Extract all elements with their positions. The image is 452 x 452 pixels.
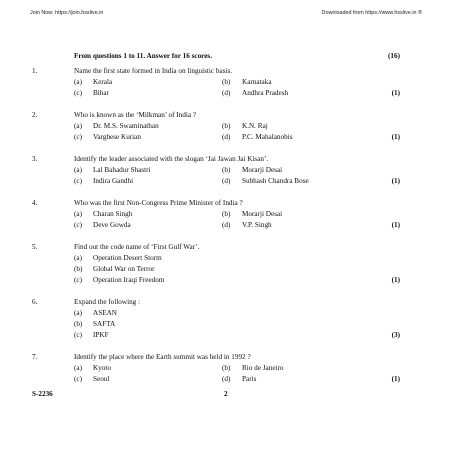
option-text: Indira Gandhi <box>93 177 134 185</box>
option-text: Global War on Terror <box>93 265 155 273</box>
option-label: (c) <box>74 221 82 229</box>
option-label: (c) <box>74 89 82 97</box>
option-text: Charan Singh <box>93 210 133 218</box>
option-label: (c) <box>74 331 82 339</box>
option-label: (d) <box>222 133 231 141</box>
option-label: (a) <box>74 78 82 86</box>
page-number: 2 <box>224 390 228 398</box>
option-label: (c) <box>74 375 82 383</box>
question-text: Name the first state formed in India on linguistic basis. <box>74 67 233 75</box>
question-marks: (1) <box>391 177 400 185</box>
option-label: (b) <box>222 166 231 174</box>
option-text: Operation Desert Storm <box>93 254 162 262</box>
section-heading: From questions 1 to 11. Answer for 16 scores. <box>74 52 213 60</box>
option-label: (a) <box>74 364 82 372</box>
option-label: (a) <box>74 254 82 262</box>
option-text: Kerala <box>93 78 113 86</box>
paper-code: S-2236 <box>32 390 53 398</box>
option-text: Operation Iraqi Freedom <box>93 276 165 284</box>
question-marks: (1) <box>391 375 400 383</box>
option-text: Kyoto <box>93 364 111 372</box>
option-text: SAFTA <box>93 320 116 328</box>
option-text: Dr. M.S. Swaminathan <box>93 122 159 130</box>
option-text: Lal Bahadur Shastri <box>93 166 151 174</box>
option-text: Deve Gowda <box>93 221 131 229</box>
option-label: (b) <box>222 210 231 218</box>
question-marks: (1) <box>391 221 400 229</box>
option-label: (a) <box>74 122 82 130</box>
option-label: (b) <box>74 265 83 273</box>
question-text: Who was the first Non-Congress Prime Minister of India ? <box>74 199 243 207</box>
option-label: (d) <box>222 177 231 185</box>
option-text: Morarji Desai <box>242 166 283 174</box>
option-label: (d) <box>222 89 231 97</box>
option-label: (b) <box>74 320 83 328</box>
question-number: 7. <box>32 353 38 361</box>
option-label: (a) <box>74 166 82 174</box>
option-text: K.N. Raj <box>242 122 268 130</box>
option-text: Andhra Pradesh <box>242 89 289 97</box>
option-text: Subhash Chandra Bose <box>242 177 309 185</box>
option-label: (b) <box>222 364 231 372</box>
option-label: (a) <box>74 210 82 218</box>
option-label: (d) <box>222 221 231 229</box>
section-marks: (16) <box>388 52 400 60</box>
question-marks: (1) <box>391 276 400 284</box>
question-number: 2. <box>32 111 38 119</box>
option-label: (c) <box>74 276 82 284</box>
option-label: (d) <box>222 375 231 383</box>
question-marks: (1) <box>391 133 400 141</box>
option-text: Morarji Desai <box>242 210 283 218</box>
option-text: V.P. Singh <box>242 221 272 229</box>
question-text: Expand the following : <box>74 298 141 306</box>
question-marks: (1) <box>391 89 400 97</box>
option-text: Varghese Kurian <box>93 133 141 141</box>
option-text: Seoul <box>93 375 110 383</box>
question-number: 6. <box>32 298 38 306</box>
question-text: Who is known as the ‘Milkman’ of India ? <box>74 111 197 119</box>
option-label: (b) <box>222 122 231 130</box>
option-text: Bihar <box>93 89 109 97</box>
question-number: 1. <box>32 67 38 75</box>
question-text: Find out the code name of ‘First Gulf War’. <box>74 243 200 251</box>
option-text: IPKF <box>93 331 109 339</box>
option-text: Rio de Janeiro <box>242 364 284 372</box>
option-text: P.C. Mahalanobis <box>242 133 293 141</box>
question-text: Identify the leader associated with the slogan ‘Jai Jawan Jai Kisan’. <box>74 155 269 163</box>
option-label: (b) <box>222 78 231 86</box>
question-number: 3. <box>32 155 38 163</box>
question-text: Identify the place where the Earth summit was held in 1992 ? <box>74 353 251 361</box>
option-label: (c) <box>74 177 82 185</box>
option-label: (a) <box>74 309 82 317</box>
option-label: (c) <box>74 133 82 141</box>
question-number: 5. <box>32 243 38 251</box>
question-marks: (3) <box>391 331 400 339</box>
download-source[interactable]: Downloaded from https://www.hsslive.in ® <box>321 10 422 16</box>
question-number: 4. <box>32 199 38 207</box>
join-link[interactable]: Join Now: https://join.hsslive.in <box>30 10 104 16</box>
download-header <box>30 8 422 18</box>
option-text: Paris <box>242 375 257 383</box>
option-text: ASEAN <box>93 309 117 317</box>
option-text: Karnataka <box>242 78 272 86</box>
